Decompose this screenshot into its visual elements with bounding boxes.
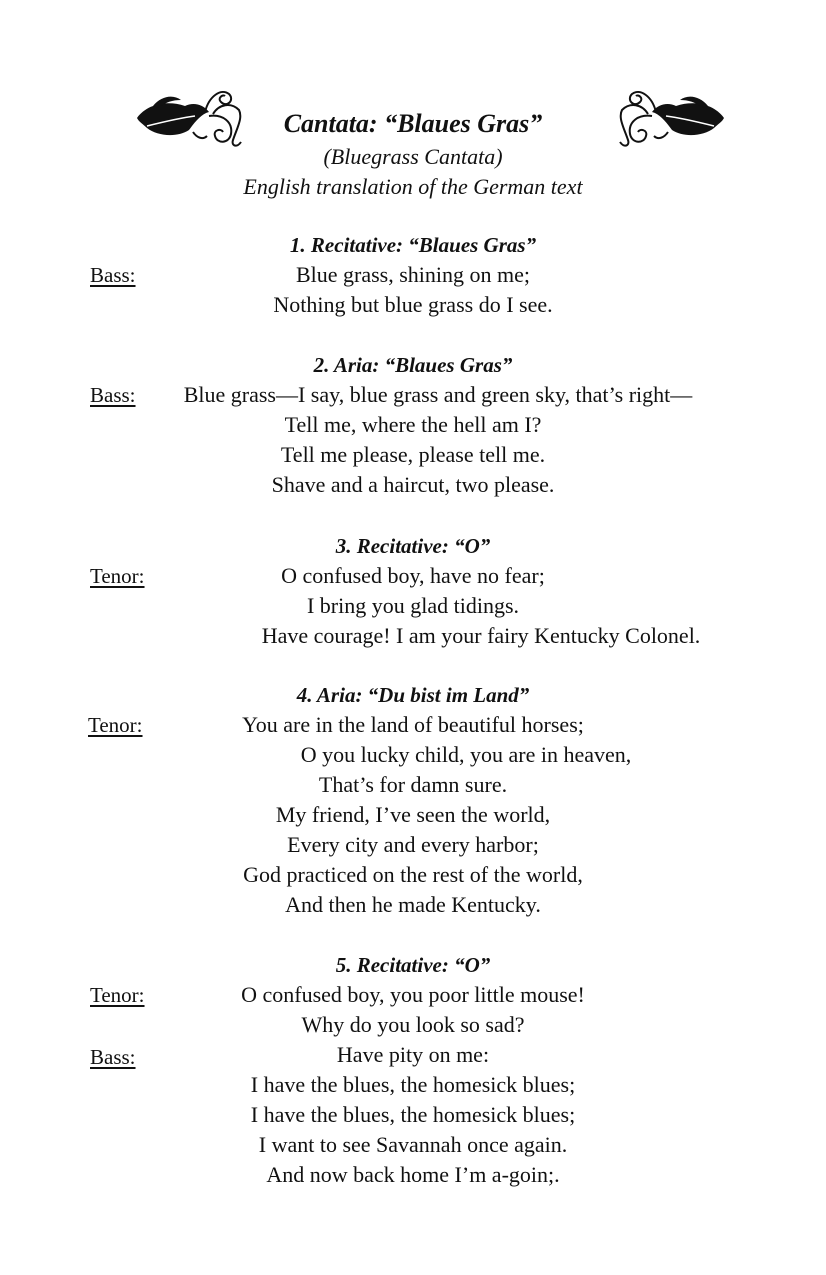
cantata-title: Cantata: “Blaues Gras” <box>283 109 543 138</box>
movement-4 <box>0 680 826 920</box>
lyric-line: O you lucky child, you are in heaven, <box>300 742 632 767</box>
lyric-line: Nothing but blue grass do I see. <box>273 292 553 317</box>
lyric-line: Blue grass—I say, blue grass and green sky, that’s right— <box>183 382 693 407</box>
lyric-line: And now back home I’m a-goin;. <box>266 1162 560 1187</box>
cantata-subtitle: (Bluegrass Cantata) <box>323 144 503 169</box>
speaker-label: Tenor: <box>90 564 145 588</box>
speaker-label: Tenor: <box>88 713 143 737</box>
lyric-line: My friend, I’ve seen the world, <box>275 802 551 827</box>
speaker-label: Bass: <box>90 1045 136 1069</box>
movement-heading: 3. Recitative: “O” <box>335 534 491 558</box>
speaker-label: Bass: <box>90 263 136 287</box>
movement-heading: 1. Recitative: “Blaues Gras” <box>289 233 537 257</box>
lyric-line: And then he made Kentucky. <box>285 892 541 917</box>
movement-5 <box>0 950 826 1190</box>
lyric-line: O confused boy, you poor little mouse! <box>241 982 585 1007</box>
movement-heading: 5. Recitative: “O” <box>335 953 491 977</box>
lyric-line: Have pity on me: <box>336 1042 490 1067</box>
lyric-line: O confused boy, have no fear; <box>281 563 545 588</box>
speaker-label: Tenor: <box>90 983 145 1007</box>
movement-heading: 4. Aria: “Du bist im Land” <box>296 683 530 707</box>
translation-note: English translation of the German text <box>243 174 583 199</box>
lyric-line: Tell me, where the hell am I? <box>284 412 542 437</box>
movement-heading: 2. Aria: “Blaues Gras” <box>313 353 513 377</box>
lyric-line: I have the blues, the homesick blues; <box>250 1072 576 1097</box>
lyric-line: Every city and every harbor; <box>287 832 539 857</box>
lyric-line: Shave and a haircut, two please. <box>271 472 555 497</box>
lyric-line: Have courage! I am your fairy Kentucky Colonel. <box>261 623 701 648</box>
lyric-line: Blue grass, shining on me; <box>295 262 531 287</box>
lyric-line: I have the blues, the homesick blues; <box>250 1102 576 1127</box>
lyric-line: God practiced on the rest of the world, <box>243 862 583 887</box>
speaker-label: Bass: <box>90 383 136 407</box>
lyric-line: I bring you glad tidings. <box>306 593 520 618</box>
lyric-line: You are in the land of beautiful horses; <box>242 712 584 737</box>
movement-3 <box>0 531 826 651</box>
lyric-line: I want to see Savannah once again. <box>258 1132 568 1157</box>
lyric-line: Tell me please, please tell me. <box>280 442 546 467</box>
lyric-line: That’s for damn sure. <box>318 772 508 797</box>
document-header <box>0 106 826 202</box>
movement-1 <box>0 230 826 320</box>
lyric-line: Why do you look so sad? <box>301 1012 525 1037</box>
movement-2 <box>0 350 826 500</box>
